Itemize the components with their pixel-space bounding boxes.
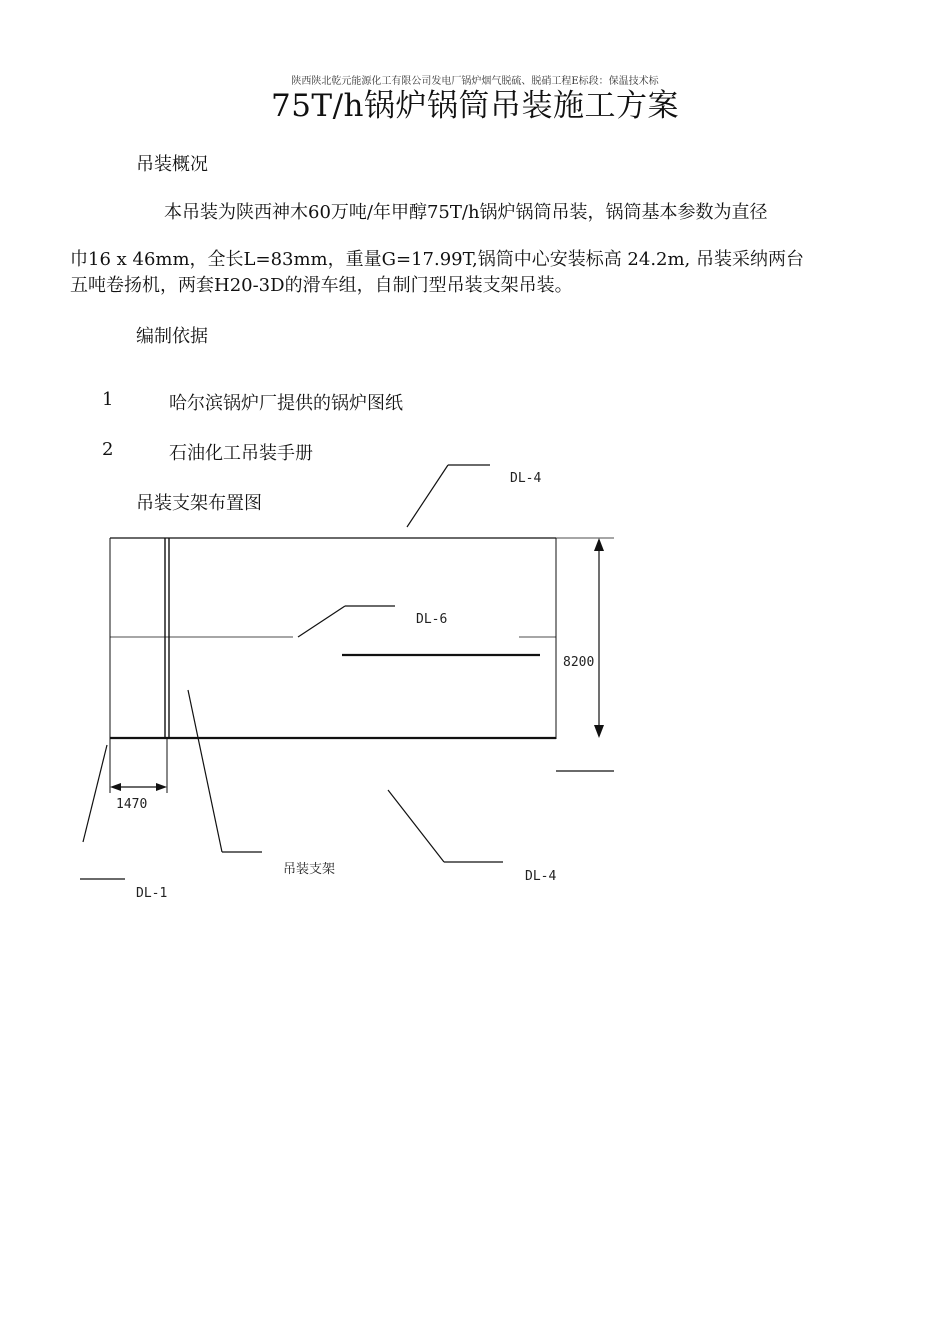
page-title: 75T/h锅炉锅筒吊装施工方案 [270, 88, 680, 124]
section-heading-layout: 吊装支架布置图 [136, 493, 262, 514]
label-dl4-bottom: DL-4 [525, 869, 557, 884]
section-heading-basis: 编制依据 [136, 326, 208, 347]
label-dl1: DL-1 [136, 886, 168, 901]
basis-item-number: 2 [102, 439, 114, 460]
basis-item-number: 1 [102, 389, 114, 410]
overview-paragraph-line-2: 巾16 x 46mm，全长L=83mm，重量G=17.99T,锅筒中心安装标高 24.2m, 吊装采纳两台 [70, 249, 804, 270]
label-dl6: DL-6 [416, 612, 448, 627]
basis-item-text: 哈尔滨锅炉厂提供的锅炉图纸 [169, 393, 403, 414]
label-support: 吊装支架 [283, 862, 336, 877]
label-width-dimension: 1470 [116, 797, 148, 812]
section-heading-overview: 吊装概况 [136, 154, 208, 175]
label-dl4-top: DL-4 [510, 471, 542, 486]
overview-paragraph-line-1: 本吊装为陕西神木60万吨/年甲醇75T/h锅炉锅筒吊装，锅筒基本参数为直径 [164, 202, 768, 223]
basis-item-text: 石油化工吊装手册 [169, 443, 313, 464]
label-height-dimension: 8200 [563, 655, 595, 670]
header-note: 陕西陕北乾元能源化工有限公司发电厂锅炉烟气脱硫、脱硝工程E标段：保温技术标 [291, 76, 659, 87]
overview-paragraph-line-3: 五吨卷扬机，两套H20-3D的滑车组，自制门型吊装支架吊装。 [70, 275, 573, 296]
